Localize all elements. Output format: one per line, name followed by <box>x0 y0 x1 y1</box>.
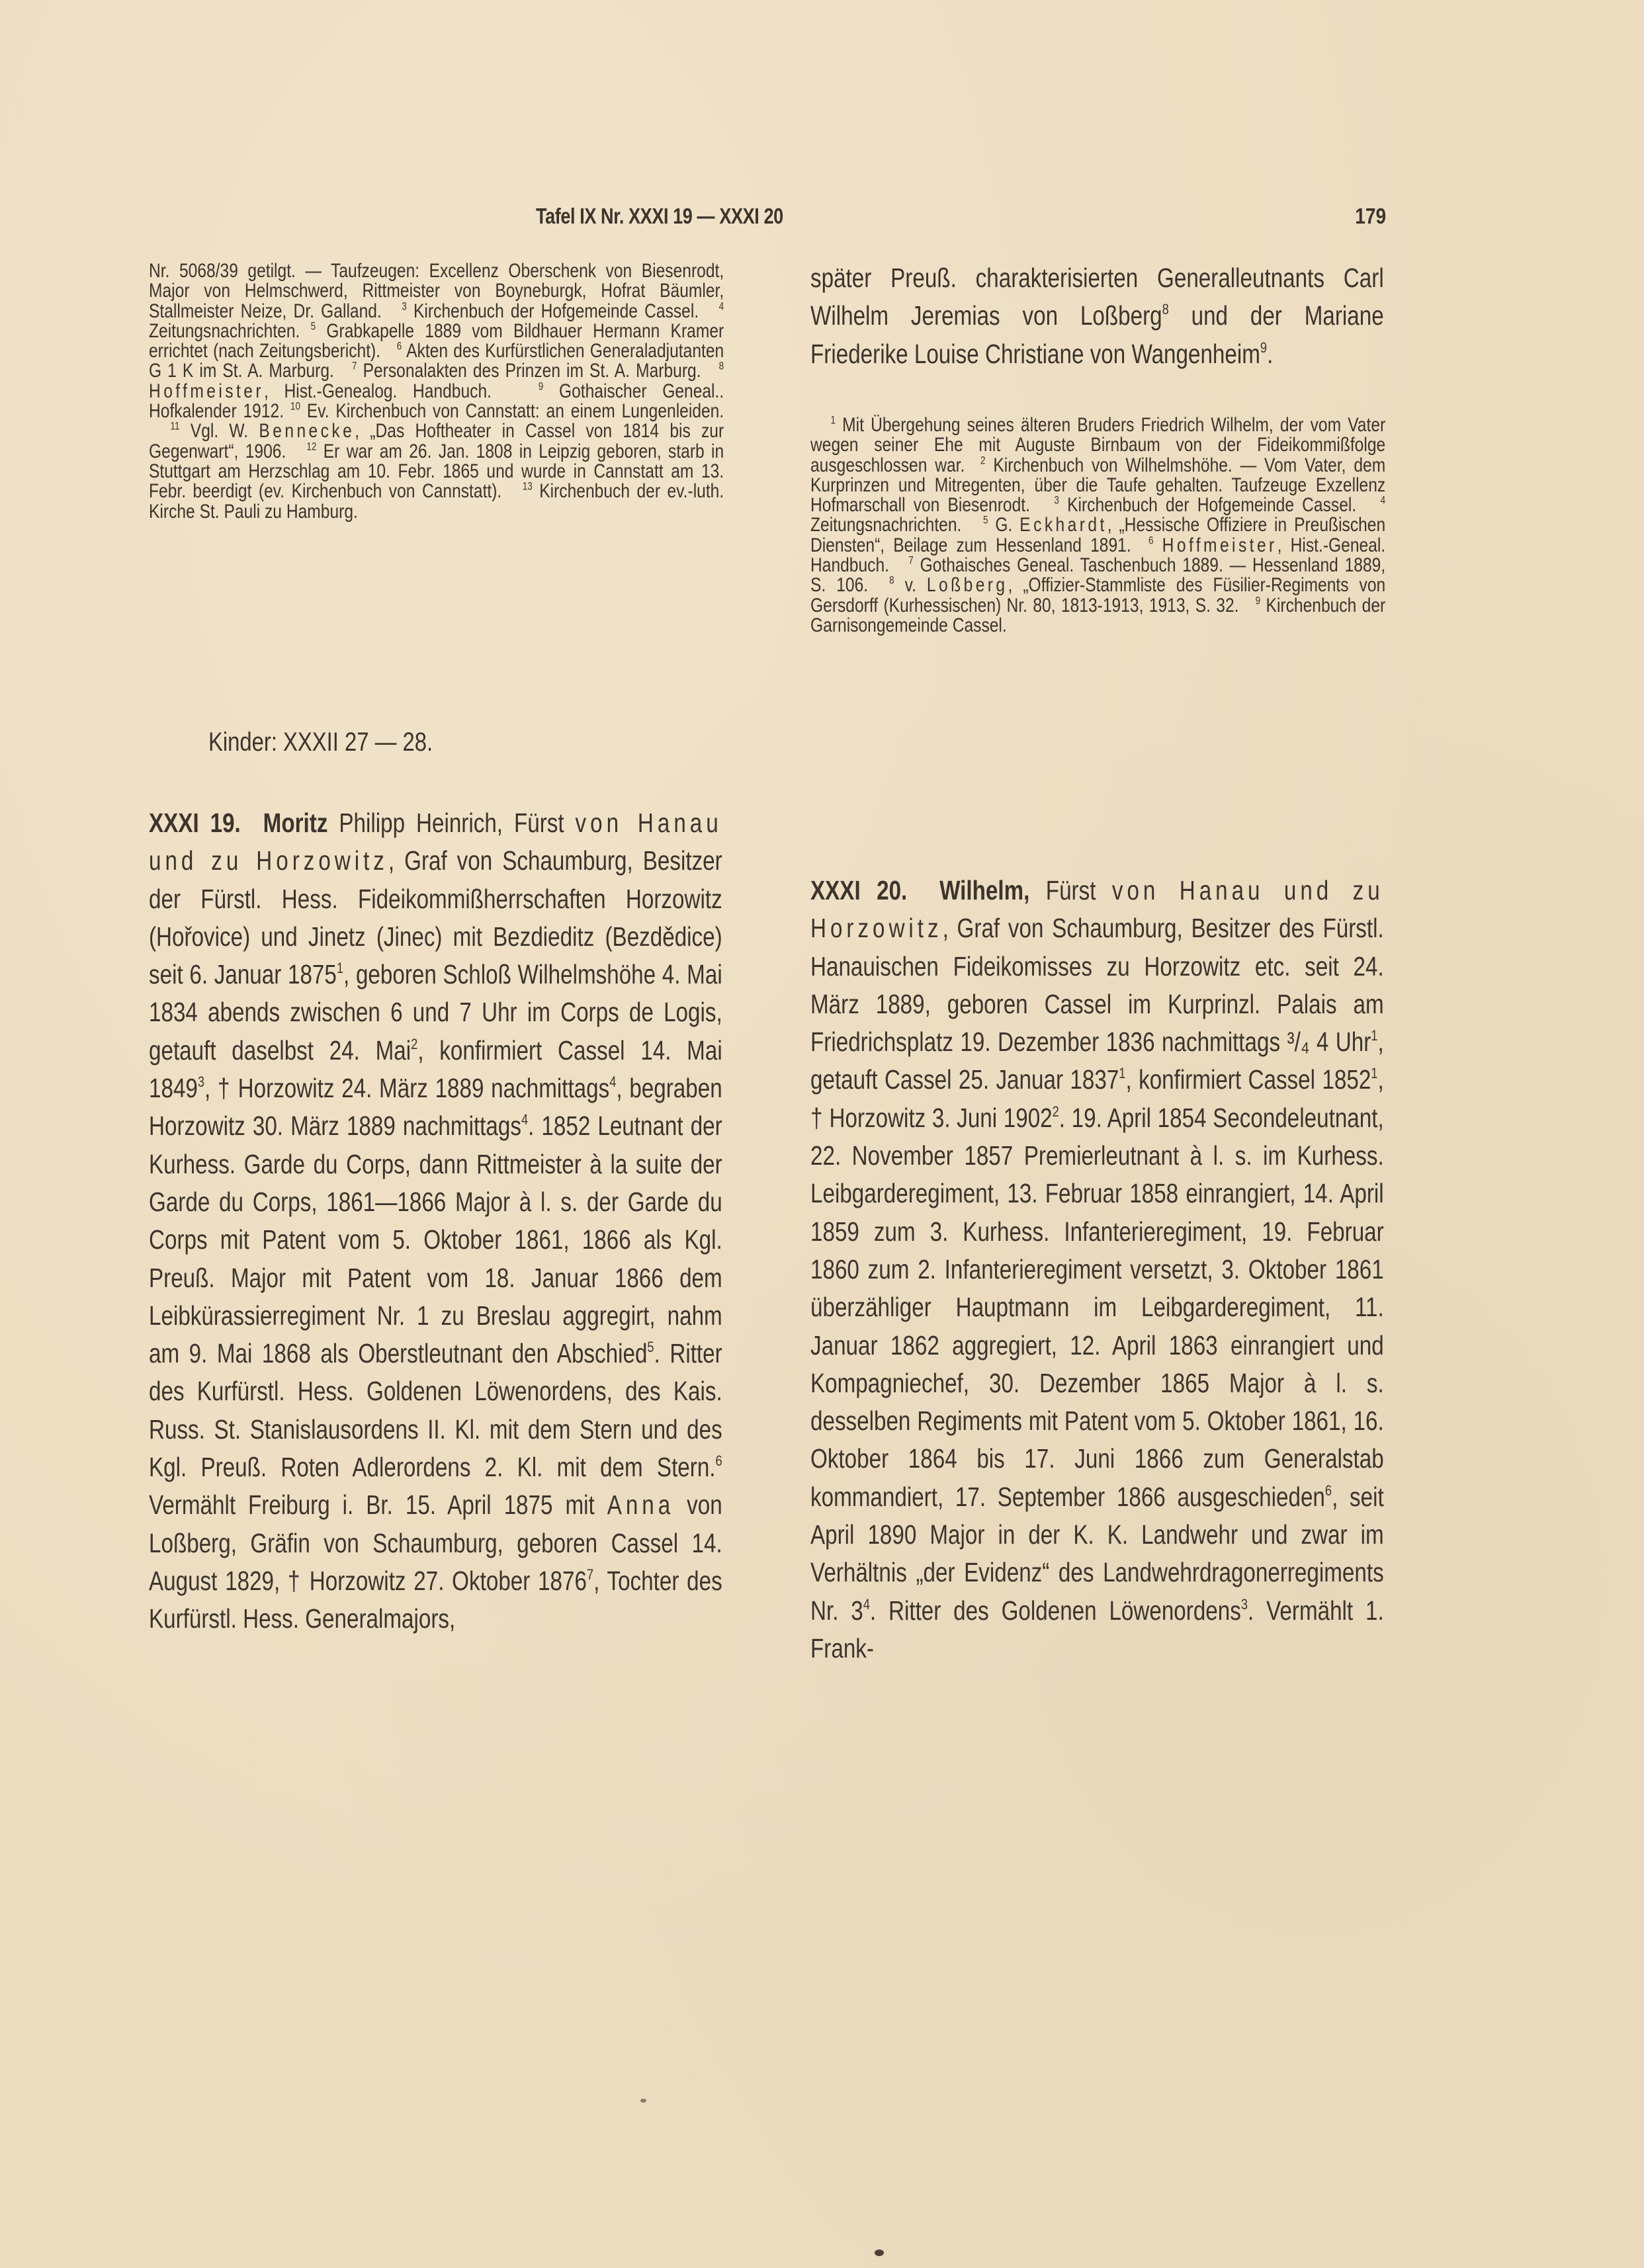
footnote-marker: 9 <box>1255 595 1261 607</box>
footnote-text: Grabkapelle 1889 vom Bildhauer Hermann Kramer errichtet (nach Zeitungsbericht). <box>149 319 724 362</box>
continuation-text: später Preuß. charakterisierten Generalleutnants Carl Wilhelm Jeremias von Loßberg <box>810 263 1384 331</box>
footnote-marker: 7 <box>351 360 357 372</box>
footnote-ref: 1 <box>1371 1065 1378 1082</box>
entry-text: von Loßberg, Gräfin von Schaumburg, geboren Cassel 14. August 1829, † Horzowitz 27. Oktober 1876 <box>149 1490 722 1596</box>
footnote-text: , „Hessische Offiziere in Preußischen Diensten“, Beilage zum Hessenland 1891. <box>810 514 1386 556</box>
footnote-marker: 2 <box>980 454 986 467</box>
footnote-text: v. <box>904 574 916 597</box>
entry-title: von Hanau und zu Horzowitz <box>810 875 1384 944</box>
footnote-text: Mit Übergehung seines älteren Bruders Friedrich Wilhelm, der vom Vater wegen seiner Ehe mit Auguste Birnbaum von der Fideikommißfolge ausgeschlossen war. <box>810 414 1386 476</box>
footnote-author: Hoffmeister <box>1162 534 1277 556</box>
left-footnotes <box>149 261 724 522</box>
footnote-text: Er war am 26. Jan. 1808 in Leipzig geboren, starb in Stuttgart am Herzschlag am 10. Febr. 1865 und wurde in Cannstatt am 13. Febr. beerdigt (ev. Kirchenbuch von Cannstatt). <box>149 440 724 503</box>
entry-text: . 1852 Leutnant der Kurhess. Garde du Corps, dann Rittmeister à la suite der Garde du Corps, 1861—1866 Major à l. s. der Garde du Corps mit Patent vom 5. Oktober 1861, 1866 als Kgl. Preuß. Major mit Patent vom 18. Januar 1866 dem Leibkürassierregiment Nr. 1 zu Breslau aggregirt, nahm am 9. Mai 1868 als Oberstleutnant den Abschied <box>149 1111 722 1369</box>
footnote-text: Kirchenbuch von Wilhelmshöhe. — Vom Vater, dem Kurprinzen und Mitregenten, über die Taufe gehalten. Taufzeuge Exzellenz Hofmarschall von Biesenrodt. <box>810 454 1386 517</box>
footnote-marker: 3 <box>402 300 407 313</box>
footnote-ref: 7 <box>586 1566 594 1583</box>
entry-text: . Ritter des Kurfürstl. Hess. Goldenen Löwenordens, des Kais. Russ. St. Stanislausordens II. Kl. mit dem Stern und des Kgl. Preuß. Roten Adlerordens 2. Kl. mit dem Stern. <box>149 1338 722 1483</box>
footnote-marker: 1 <box>830 414 836 427</box>
footnote-marker: 8 <box>718 360 724 372</box>
footnote-marker: 11 <box>170 420 180 433</box>
footnote-marker: 10 <box>290 400 300 413</box>
footnote-ref: 5 <box>647 1339 654 1356</box>
footnote-marker: 6 <box>1148 534 1154 547</box>
footnote-text: Akten des Kurfürstlichen Generaladjutanten G 1 K im St. A. Marburg. <box>149 340 724 382</box>
entry-text: , Graf von Schaumburg, Besitzer der Fürstl. Hess. Fideikommißherrschaften Horzowitz (Hořovice) und Jinetz (Jinec) mit Bezdieditz (Bezdědice) seit 6. Januar 1875 <box>149 845 722 990</box>
right-footnotes <box>810 415 1385 636</box>
entry-text: , † Horzowitz 3. Juni 1902 <box>810 1064 1384 1133</box>
entry-text: Fürst <box>1045 875 1112 905</box>
footnote-text: Zeitungsnachrichten. <box>810 514 962 536</box>
footnote-text: Kirchenbuch der ev.-luth. Kirche St. Pauli zu Hamburg. <box>149 480 724 523</box>
footnote-author: Hoffmeister <box>149 380 265 402</box>
entry-text: , konfirmiert Cassel 14. Mai 1849 <box>149 1034 722 1104</box>
footnote-marker: 6 <box>396 340 402 353</box>
footnote-ref: 4 <box>863 1595 870 1613</box>
footnote-continuation: Nr. 5068/39 getilgt. — Taufzeugen: Excellenz Oberschenk von Biesenrodt, Major von Helmschwerd, Rittmeister von Boyneburgk, Hofrat Bäumler, Stallmeister Neize, Dr. Galland. <box>149 260 724 322</box>
footnote-text: Gothaischer Geneal.. Hofkalender 1912. <box>149 380 724 423</box>
entry-text: . Vermählt 1. Frank- <box>810 1595 1384 1663</box>
footnote-ref: 8 <box>1162 301 1169 318</box>
footnote-text: Kirchenbuch der Hofgemeinde Cassel. <box>413 300 699 322</box>
entry-text: , seit April 1890 Major in der K. K. Landwehr und zwar im Verhältnis „der Evidenz“ des Landwehrdragonerregiments Nr. 3 <box>810 1481 1384 1626</box>
footnote-text: Vgl. W. <box>190 420 249 442</box>
footnote-author: Bennecke <box>259 420 355 442</box>
footnote-text: Gothaisches Geneal. Taschenbuch 1889. — Hessenland 1889, S. 106. <box>810 554 1386 597</box>
entry-title: von Hanau und zu Horzowitz <box>149 808 722 876</box>
footnote-marker: 4 <box>718 300 724 313</box>
entry-xxxi-19 <box>149 804 722 1638</box>
footnote-marker: 13 <box>522 480 533 493</box>
page-number: 179 <box>1355 204 1386 228</box>
spouse-name: Anna <box>607 1490 675 1521</box>
footnote-text: , Hist.-Geneal. Handbuch. <box>810 534 1386 577</box>
footnote-marker: 5 <box>983 514 988 526</box>
footnote-text: , „Offizier-Stammliste des Füsilier-Regiments von Gersdorff (Kurhessischen) Nr. 80, 1813-1913, 1913, S. 32. <box>810 574 1386 616</box>
footnote-text: G. <box>995 514 1013 536</box>
footnote-marker: 5 <box>310 320 316 333</box>
footnote-author: Eckhardt <box>1019 514 1107 536</box>
entry-text: , konfirmiert Cassel 1852 <box>1125 1064 1371 1095</box>
paper-speck <box>875 2249 884 2256</box>
footnote-text: , Hist.-Genealog. Handbuch. <box>264 380 492 402</box>
footnote-text: Kirchenbuch der Hofgemeinde Cassel. <box>1067 494 1357 517</box>
page-header-title: Tafel IX Nr. XXXI 19 — XXXI 20 <box>536 204 783 228</box>
entry-name: Philipp Heinrich, Fürst <box>339 808 564 838</box>
footnote-ref: 6 <box>1324 1482 1332 1499</box>
footnote-ref: 4 <box>521 1111 529 1128</box>
right-continuation <box>810 259 1384 373</box>
entry-number: XXXI 20. <box>810 875 908 905</box>
footnote-ref: 9 <box>1260 339 1268 356</box>
footnote-ref: 3 <box>1240 1595 1248 1613</box>
entry-text: Vermählt Freiburg i. Br. 15. April 1875 mit <box>149 1490 607 1521</box>
footnote-marker: 3 <box>1054 494 1059 507</box>
entry-text: , † Horzowitz 24. März 1889 nachmittags <box>204 1073 610 1104</box>
running-header <box>149 204 1386 237</box>
footnote-text: Personalakten des Prinzen im St. A. Marburg. <box>363 360 701 382</box>
footnote-text: Zeitungsnachrichten. <box>149 319 300 342</box>
footnote-text: Kirchenbuch der Garnisongemeinde Cassel. <box>810 594 1386 636</box>
entry-number: XXXI 19. <box>149 808 241 838</box>
footnote-text: Ev. Kirchenbuch von Cannstatt: an einem Lungenleiden. <box>306 400 724 423</box>
entry-text: , Graf von Schaumburg, Besitzer des Fürstl. Hanauischen Fideikomisses zu Horzowitz etc. seit 24. März 1889, geboren Cassel im Kurprinzl. Palais am Friedrichsplatz 19. Dezember 1836 nachmittags ³/₄ 4 Uhr <box>810 913 1384 1058</box>
footnote-marker: 7 <box>908 554 914 567</box>
entry-text: , geboren Schloß Wilhelmshöhe 4. Mai 1834 abends zwischen 6 und 7 Uhr im Corps de Logis, getauft daselbst 24. Mai <box>149 959 722 1066</box>
footnote-author: Loßberg <box>926 574 1008 597</box>
entry-xxxi-20 <box>810 872 1384 1667</box>
footnote-ref: 1 <box>336 960 344 977</box>
continuation-text: und der Mariane Friederike Louise Christiane von Wangenheim <box>810 300 1384 369</box>
footnote-ref: 1 <box>1371 1027 1378 1044</box>
entry-first-name: Wilhelm, <box>939 875 1030 905</box>
footnote-marker: 12 <box>306 441 317 453</box>
footnote-ref: 1 <box>1119 1065 1126 1082</box>
entry-first-name: Moritz <box>263 808 328 838</box>
entry-text: . Ritter des Goldenen Löwenordens <box>869 1595 1241 1626</box>
entry-text: . 19. April 1854 Secondeleutnant, 22. November 1857 Premierleutnant à l. s. im Kurhess. Leibgarderegiment, 13. Februar 1858 einrangiert, 14. April 1859 zum 3. Kurhess. Infanterieregiment, 19. Februar 1860 zum 2. Infanterieregiment versetzt, 3. Oktober 1861 überzähliger Hauptmann im Leibgarderegiment, 11. Januar 1862 aggregiert, 12. April 1863 einrangiert und Kompagniechef, 30. Dezember 1865 Major à l. s. desselben Regiments mit Patent vom 5. Oktober 1861, 16. Oktober 1864 bis 17. Juni 1866 zum Generalstab kommandiert, 17. September 1866 ausgeschieden <box>810 1102 1384 1512</box>
footnote-marker: 4 <box>1380 494 1386 507</box>
footnote-marker: 9 <box>538 380 544 393</box>
entry-text: , Tochter des Kurfürstl. Hess. Generalmajors, <box>149 1565 722 1634</box>
entry-text: , getauft Cassel 25. Januar 1837 <box>810 1027 1384 1095</box>
footnote-ref: 6 <box>715 1452 722 1470</box>
footnote-text: , „Das Hoftheater in Cassel von 1814 bis zur Gegenwart“, 1906. <box>149 420 724 462</box>
entry-text: , begraben Horzowitz 30. März 1889 nachmittags <box>149 1073 722 1142</box>
footnote-marker: 8 <box>889 574 894 587</box>
continuation-text: . <box>1267 338 1274 369</box>
children-reference: Kinder: XXXII 27 — 28. <box>208 728 433 757</box>
footnote-ref: 4 <box>609 1073 617 1091</box>
paper-speck <box>640 2099 646 2103</box>
footnote-ref: 2 <box>411 1036 418 1052</box>
footnote-ref: 2 <box>1052 1103 1059 1120</box>
footnote-ref: 3 <box>197 1073 205 1091</box>
